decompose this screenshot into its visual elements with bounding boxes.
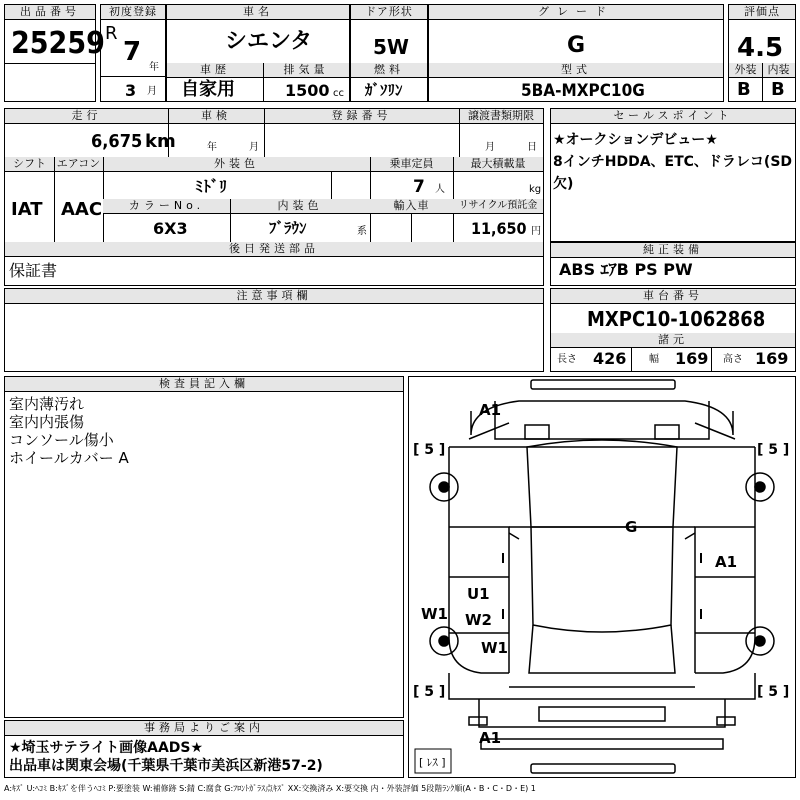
equipment-box bbox=[550, 242, 796, 286]
lot-box bbox=[4, 4, 105, 102]
ext-label: 外装 bbox=[729, 63, 763, 78]
first-reg-label: 初度登録 bbox=[101, 5, 165, 20]
ext-color-label: 外装色 bbox=[103, 157, 371, 172]
info-box bbox=[4, 108, 544, 286]
later-parts-label: 後日発送部品 bbox=[5, 242, 543, 257]
selling-box bbox=[550, 108, 796, 242]
int-color-unit: 系 bbox=[357, 226, 367, 237]
int-color-value: ﾌﾞﾗｳﾝ bbox=[269, 219, 307, 237]
model-label: 型式 bbox=[429, 63, 723, 78]
insp-month-unit: 月 bbox=[249, 142, 259, 153]
office-notes: ★埼玉サテライト画像AADS★ 出品車は関東会場(千葉県千葉市美浜区新港57-2) bbox=[9, 740, 323, 774]
recycle-value: 11,650 bbox=[471, 219, 527, 238]
color-no-value: 6X3 bbox=[153, 219, 188, 238]
legend: A:ｷｽﾞ U:ﾍｺﾐ B:ｷｽﾞを伴うﾍｺﾐ P:要塗装 W:補修跡 S:錆 C:腐食 G:ﾌﾛﾝﾄｶﾞﾗｽ点ｷｽﾞ XX:交換済み X:要交換 内・外装評価 5段階ﾗﾝｸ順(A・B・C・D・E) 1 bbox=[4, 784, 536, 793]
ac-value: AAC bbox=[61, 199, 103, 220]
capacity-label: 乗車定員 bbox=[370, 157, 454, 172]
inspector-notes: 室内薄汚れ 室内内張傷 コンソール傷小 ホイールカバー A bbox=[9, 395, 129, 467]
history-value: 自家用 bbox=[181, 79, 235, 100]
lot-number: 25259 bbox=[11, 26, 105, 61]
reg-month: 3 bbox=[125, 81, 137, 100]
inspector-box bbox=[4, 376, 404, 718]
length-value: 426 bbox=[593, 349, 627, 368]
mark-windshield: G bbox=[625, 518, 638, 536]
equipment-label: 純正装備 bbox=[551, 243, 795, 258]
transfer-month-unit: 月 bbox=[485, 142, 495, 153]
tire-front-left: [ 5 ] bbox=[413, 442, 446, 458]
tire-rear-left: [ 5 ] bbox=[413, 684, 446, 700]
score-box bbox=[728, 4, 796, 102]
color-no-label: カラーNo. bbox=[103, 199, 231, 214]
mark-front-bumper: A1 bbox=[479, 401, 502, 419]
load-unit: kg bbox=[529, 184, 542, 195]
int-label: 内装 bbox=[762, 63, 795, 78]
height-label: 高さ bbox=[723, 354, 743, 365]
ext-grade: B bbox=[737, 79, 751, 100]
displacement-unit: cc bbox=[333, 88, 344, 99]
shift-value: IAT bbox=[11, 199, 43, 220]
mileage-unit: km bbox=[145, 131, 176, 152]
history-label: 車歴 bbox=[167, 63, 264, 78]
reg-no-label: 登録番号 bbox=[264, 109, 460, 124]
height-value: 169 bbox=[755, 349, 789, 368]
chassis-box bbox=[550, 288, 796, 372]
fuel-label: 燃料 bbox=[351, 63, 427, 78]
mark-left-rear-quarter: W1 bbox=[481, 639, 508, 657]
mark-left-rear-door: W2 bbox=[465, 611, 492, 629]
tire-rear-right: [ 5 ] bbox=[757, 684, 790, 700]
mileage-value: 6,675 bbox=[91, 131, 143, 152]
office-box bbox=[4, 720, 404, 778]
int-color-label: 内装色 bbox=[230, 199, 370, 214]
car-name-label: 車名 bbox=[167, 5, 349, 20]
spec-label: 諸元 bbox=[551, 333, 795, 348]
grade-label: グレード bbox=[429, 5, 723, 20]
width-value: 169 bbox=[675, 349, 709, 368]
door-box bbox=[350, 4, 428, 102]
chassis-value: MXPC10-1062868 bbox=[587, 307, 766, 331]
later-parts-value: 保証書 bbox=[9, 261, 58, 280]
door-label: ドア形状 bbox=[351, 5, 427, 20]
displacement-value: 1500 bbox=[285, 81, 330, 100]
mark-left-sill: U1 bbox=[467, 585, 490, 603]
office-label: 事務局よりご案内 bbox=[5, 721, 403, 736]
car-name: シエンタ bbox=[225, 29, 313, 54]
shift-label: シフト bbox=[5, 157, 55, 172]
int-grade: B bbox=[771, 79, 785, 100]
lot-label: 出品番号 bbox=[5, 5, 95, 20]
transfer-label: 譲渡書類期限 bbox=[459, 109, 543, 124]
score-value: 4.5 bbox=[737, 33, 784, 63]
inspector-label: 検査員記入欄 bbox=[5, 377, 403, 392]
selling-points: ★オークションデビュー★ 8インチHDDA、ETC、ドラレコ(SD 欠) bbox=[553, 132, 793, 192]
mileage-label: 走行 bbox=[5, 109, 169, 124]
selling-label: セールスポイント bbox=[551, 109, 795, 124]
era: R bbox=[105, 23, 118, 44]
mark-left-rear-fender: W1 bbox=[421, 605, 448, 623]
first-registration-box bbox=[100, 4, 166, 102]
mark-rear-bumper: A1 bbox=[479, 729, 502, 747]
door-value: 5W bbox=[373, 35, 409, 59]
mark-right-door: A1 bbox=[715, 553, 738, 571]
notes-box bbox=[4, 288, 544, 372]
spare-tire: [ ﾚｽ ] bbox=[419, 756, 446, 769]
car-outline bbox=[409, 377, 795, 777]
capacity-value: 7 bbox=[413, 177, 425, 197]
grade-value: G bbox=[567, 33, 586, 58]
year-unit: 年 bbox=[149, 62, 159, 73]
import-label: 輸入車 bbox=[370, 199, 454, 214]
equipment-value: ABS ｴｱB PS PW bbox=[559, 260, 693, 279]
load-label: 最大積載量 bbox=[453, 157, 543, 172]
damage-diagram bbox=[408, 376, 796, 778]
insp-year-unit: 年 bbox=[207, 142, 217, 153]
month-unit: 月 bbox=[147, 86, 157, 97]
length-label: 長さ bbox=[557, 354, 577, 365]
car-name-box bbox=[166, 4, 350, 102]
recycle-unit: 円 bbox=[531, 226, 541, 237]
model-value: 5BA-MXPC10G bbox=[521, 81, 645, 101]
grade-box bbox=[428, 4, 724, 102]
chassis-label: 車台番号 bbox=[551, 289, 795, 304]
displacement-label: 排気量 bbox=[263, 63, 349, 78]
transfer-day-unit: 日 bbox=[527, 142, 537, 153]
reg-year: 7 bbox=[123, 37, 142, 67]
inspection-label: 車検 bbox=[168, 109, 265, 124]
recycle-label: リサイクル預託金 bbox=[453, 199, 543, 214]
capacity-unit: 人 bbox=[435, 184, 445, 195]
fuel-value: ｶﾞｿﾘﾝ bbox=[365, 81, 403, 99]
score-label: 評価点 bbox=[729, 5, 795, 20]
tire-front-right: [ 5 ] bbox=[757, 442, 790, 458]
notes-label: 注意事項欄 bbox=[5, 289, 543, 304]
ac-label: エアコン bbox=[54, 157, 104, 172]
ext-color-value: ﾐﾄﾞﾘ bbox=[195, 177, 228, 196]
width-label: 幅 bbox=[649, 354, 659, 365]
